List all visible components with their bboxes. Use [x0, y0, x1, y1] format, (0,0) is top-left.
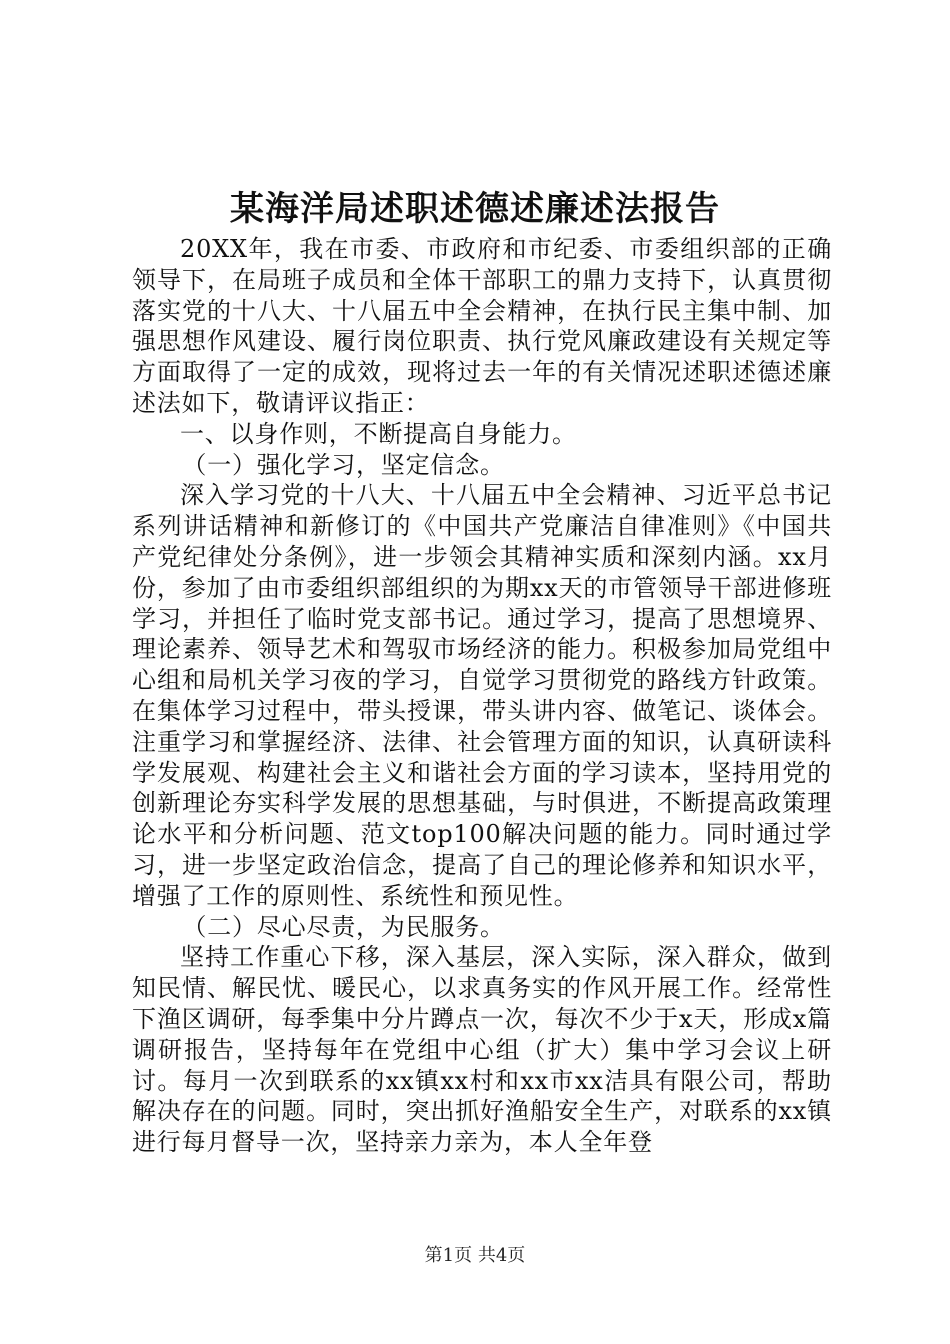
- document-title: 某海洋局述职述德述廉述法报告: [230, 189, 720, 229]
- body-paragraph-study: 深入学习党的十八大、十八届五中全会精神、习近平总书记系列讲话精神和新修订的《中国共产党廉洁自律准则》《中国共产党纪律处分条例》，进一步领会其精神实质和深刻内涵。xx月份，参加了由市委组织部组织的为期xx天的市管领导干部进修班学习，并担任了临时党支部书记。通过学习，提高了思想境界、理论素养、领导艺术和驾驭市场经济的能力。积极参加局党组中心组和局机关学习夜的学习，自觉学习贯彻党的路线方针政策。在集体学习过程中，带头授课，带头讲内容、做笔记、谈体会。注重学习和掌握经济、法律、社会管理方面的知识，认真研读科学发展观、构建社会主义和谐社会方面的学习读本，坚持用党的创新理论夯实科学发展的思想基础，与时俱进，不断提高政策理论水平和分析问题、范文top100解决问题的能力。同时通过学习，进一步坚定政治信念，提高了自己的理论修养和知识水平，增强了工作的原则性、系统性和预见性。: [132, 481, 832, 910]
- section-heading-1: 一、以身作则，不断提高自身能力。: [180, 419, 577, 448]
- document-body: [132, 234, 832, 1158]
- intro-paragraph: 20XX年，我在市委、市政府和市纪委、市委组织部的正确领导下，在局班子成员和全体干部职工的鼎力支持下，认真贯彻落实党的十八大、十八届五中全会精神，在执行民主集中制、加强思想作风建设、履行岗位职责、执行党风廉政建设有关规定等方面取得了一定的成效，现将过去一年的有关情况述职述德述廉述法如下，敬请评议指正：: [132, 235, 832, 417]
- subsection-heading-1: （一）强化学习，坚定信念。: [182, 450, 505, 479]
- subsection-heading-2: （二）尽心尽责，为民服务。: [182, 912, 505, 941]
- page-footer: 第1页 共4页: [424, 1245, 526, 1266]
- body-paragraph-service: 坚持工作重心下移，深入基层，深入实际，深入群众，做到知民情、解民忧、暖民心，以求真务实的作风开展工作。经常性下渔区调研，每季集中分片蹲点一次，每次不少于x天，形成x篇调研报告，坚持每年在党组中心组（扩大）集中学习会议上研讨。每月一次到联系的xx镇xx村和xx市xx洁具有限公司，帮助解决存在的问题。同时，突出抓好渔船安全生产，对联系的xx镇进行每月督导一次，坚持亲力亲为，本人全年登: [132, 943, 832, 1157]
